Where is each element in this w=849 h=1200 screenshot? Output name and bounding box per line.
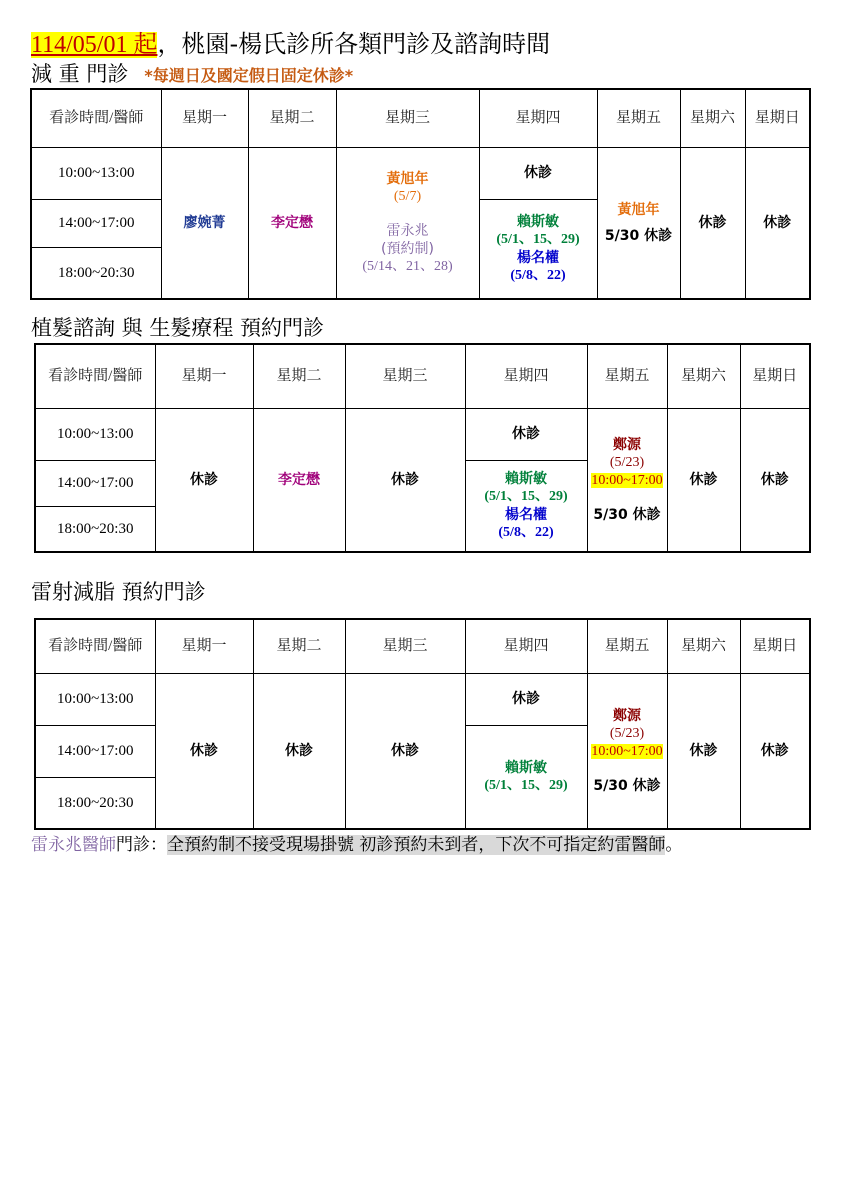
s2-thu-doc1-dates: (5/1、15、29) (484, 488, 568, 504)
section3-table (34, 618, 811, 830)
time-slot-evening: 18:00~20:30 (35, 506, 155, 552)
table-header-row (35, 344, 810, 408)
table-header-row (31, 89, 810, 147)
page-title (31, 28, 550, 61)
s2-thu-doc2-dates: (5/8、22) (498, 524, 554, 540)
s3-thu-am: 休診 (465, 673, 587, 725)
footer-doctor: 雷永兆醫師 (31, 835, 116, 855)
s1-fri-doc: 黃旭年 (617, 201, 660, 218)
s1-wed-cell (336, 147, 479, 299)
s1-wed-doc1: 黃旭年 (386, 170, 429, 187)
title-date: 114/05/01 起 (31, 32, 158, 58)
s2-thu-doc1: 賴斯敏 (505, 470, 547, 487)
header-wed: 星期三 (345, 619, 465, 673)
title-text: ，桃園-楊氏診所各類門診及諮詢時間 (157, 30, 551, 58)
s2-mon-cell: 休診 (155, 408, 253, 552)
section1-title (31, 60, 353, 90)
time-slot-morning: 10:00~13:00 (35, 408, 155, 460)
header-sat: 星期六 (667, 344, 740, 408)
s2-thu-am: 休診 (465, 408, 587, 460)
header-wed: 星期三 (345, 344, 465, 408)
s2-sun-cell: 休診 (740, 408, 810, 552)
s3-fri-note: 5/30 休診 (593, 777, 661, 794)
header-thu: 星期四 (465, 619, 587, 673)
s2-fri-note: 5/30 休診 (593, 506, 661, 523)
header-sun: 星期日 (740, 344, 810, 408)
s2-thu-doc2: 楊名權 (505, 506, 547, 523)
header-thu: 星期四 (479, 89, 597, 147)
s1-wed-doc2: 雷永兆 (386, 222, 429, 239)
s2-fri-time: 10:00~17:00 (591, 472, 663, 488)
s1-mon-cell: 廖婉菁 (161, 147, 248, 299)
s1-sat-cell: 休診 (680, 147, 745, 299)
s3-sun-cell: 休診 (740, 673, 810, 829)
table-row (31, 147, 810, 199)
time-slot-evening: 18:00~20:30 (31, 247, 161, 299)
header-fri: 星期五 (587, 619, 667, 673)
time-slot-evening: 18:00~20:30 (35, 777, 155, 829)
s3-thu-pm (465, 725, 587, 829)
header-time: 看診時間/醫師 (31, 89, 161, 147)
s2-tue-cell: 李定懋 (253, 408, 345, 552)
s1-thu-am: 休診 (479, 147, 597, 199)
s1-thu-doc2-dates: (5/8、22) (510, 267, 566, 283)
section1-note: *每週日及國定假日固定休診* (144, 66, 354, 85)
header-time: 看診時間/醫師 (35, 344, 155, 408)
s3-wed-cell: 休診 (345, 673, 465, 829)
s2-sat-cell: 休診 (667, 408, 740, 552)
s3-fri-doc: 鄭源 (613, 707, 641, 724)
time-slot-afternoon: 14:00~17:00 (31, 199, 161, 247)
s1-thu-doc2: 楊名權 (517, 249, 559, 266)
s1-fri-note: 5/30 休診 (604, 227, 673, 244)
header-fri: 星期五 (597, 89, 680, 147)
s1-wed-doc2-dates: (5/14、21、28) (362, 258, 453, 274)
s2-thu-pm (465, 460, 587, 552)
header-sun: 星期日 (740, 619, 810, 673)
header-sat: 星期六 (680, 89, 745, 147)
header-tue: 星期二 (253, 344, 345, 408)
table-row (35, 408, 810, 460)
s1-thu-doc1: 賴斯敏 (517, 213, 559, 230)
header-tue: 星期二 (248, 89, 336, 147)
time-slot-morning: 10:00~13:00 (31, 147, 161, 199)
s3-sat-cell: 休診 (667, 673, 740, 829)
s1-wed-doc1-dates: (5/7) (393, 188, 422, 204)
s1-thu-doc1-dates: (5/1、15、29) (496, 231, 580, 247)
header-tue: 星期二 (253, 619, 345, 673)
s3-fri-cell (587, 673, 667, 829)
s3-thu-doc1: 賴斯敏 (505, 759, 547, 776)
table-header-row (35, 619, 810, 673)
s1-thu-pm (479, 199, 597, 299)
s1-tue-cell: 李定懋 (248, 147, 336, 299)
s3-thu-doc1-dates: (5/1、15、29) (484, 777, 568, 793)
section2-title: 植髮諮詢 與 生髮療程 預約門診 (31, 316, 325, 340)
header-mon: 星期一 (155, 619, 253, 673)
footer-text: 全預約制不接受現場掛號 初診預約未到者，下次不可指定約雷醫師 (167, 835, 666, 855)
s2-fri-doc: 鄭源 (613, 436, 641, 453)
time-slot-morning: 10:00~13:00 (35, 673, 155, 725)
s2-fri-cell (587, 408, 667, 552)
section2-table (34, 343, 811, 553)
s2-wed-cell: 休診 (345, 408, 465, 552)
table-row (35, 673, 810, 725)
header-mon: 星期一 (161, 89, 248, 147)
s1-sun-cell: 休診 (745, 147, 810, 299)
header-thu: 星期四 (465, 344, 587, 408)
s3-tue-cell: 休診 (253, 673, 345, 829)
footer-label: 門診： (116, 835, 167, 855)
s3-mon-cell: 休診 (155, 673, 253, 829)
section1-table (30, 88, 811, 300)
footer-end: 。 (665, 835, 683, 855)
section3-title: 雷射減脂 預約門診 (31, 580, 206, 604)
header-fri: 星期五 (587, 344, 667, 408)
s1-wed-doc2-note: (預約制) (381, 240, 434, 257)
s2-fri-dates: (5/23) (609, 454, 645, 470)
s3-fri-dates: (5/23) (609, 725, 645, 741)
time-slot-afternoon: 14:00~17:00 (35, 725, 155, 777)
section1-title-text: 減 重 門診 (31, 62, 129, 86)
header-sat: 星期六 (667, 619, 740, 673)
time-slot-afternoon: 14:00~17:00 (35, 460, 155, 506)
footer-note (31, 832, 682, 858)
s3-fri-time: 10:00~17:00 (591, 743, 663, 759)
header-time: 看診時間/醫師 (35, 619, 155, 673)
s1-fri-cell (597, 147, 680, 299)
header-wed: 星期三 (336, 89, 479, 147)
header-mon: 星期一 (155, 344, 253, 408)
header-sun: 星期日 (745, 89, 810, 147)
